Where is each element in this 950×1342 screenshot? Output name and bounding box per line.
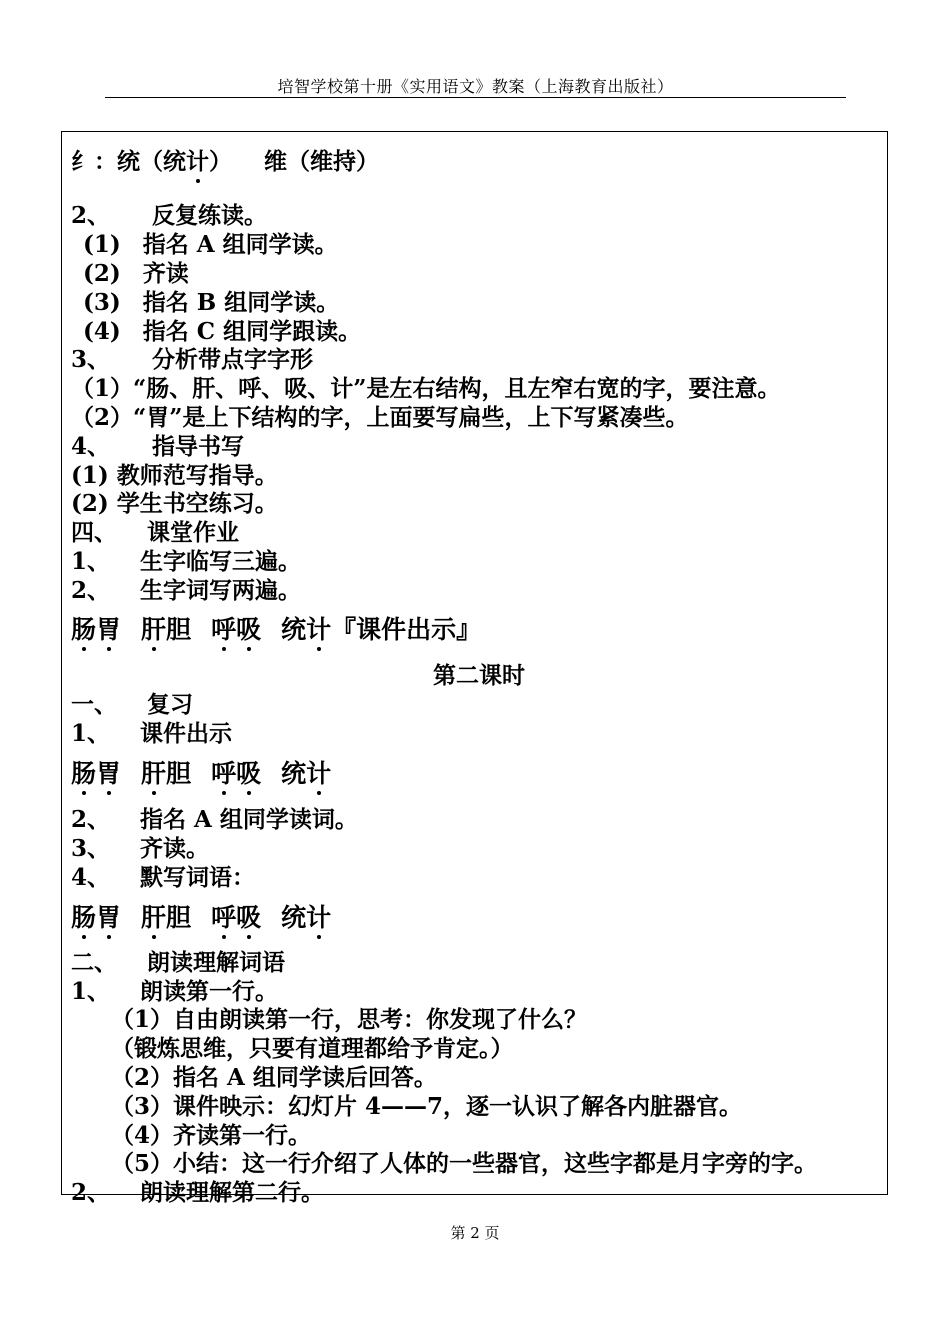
dotted-character: 胃 xyxy=(96,759,122,788)
review-2: 2、 指名 A 组同学读词。 xyxy=(71,806,358,833)
dotted-character: 肠 xyxy=(71,903,97,932)
character: 统 xyxy=(281,615,307,644)
lesson-plan-box xyxy=(61,131,888,1206)
vocab-word xyxy=(211,903,261,932)
dotted-character: 吸 xyxy=(236,615,262,644)
header-rule xyxy=(105,97,846,98)
dotted-character: 呼 xyxy=(211,759,237,788)
dotted-character: 肠 xyxy=(71,759,97,788)
substep: (3) 指名 B 组同学读。 xyxy=(83,289,340,316)
vocab-word xyxy=(141,903,191,932)
substep: （1）自由朗读第一行，思考：你发现了什么？ xyxy=(111,1006,588,1033)
dotted-character: 呼 xyxy=(211,615,237,644)
reading-2: 2、 朗读理解第二行。 xyxy=(71,1179,325,1206)
dotted-character: 吸 xyxy=(236,759,262,788)
dotted-character: 计 xyxy=(306,615,332,644)
note-structure-2: （2）“胃”是上下结构的字，上面要写扁些，上下写紧凑些。 xyxy=(71,404,689,431)
vocab-word xyxy=(71,903,121,932)
word-row xyxy=(71,904,331,932)
vocab-word xyxy=(141,615,191,644)
step-4: 4、 指导书写 xyxy=(71,433,245,460)
dotted-character: 肝 xyxy=(141,615,167,644)
substep: (1) 指名 A 组同学读。 xyxy=(83,231,338,258)
dotted-character: 呼 xyxy=(211,903,237,932)
review-4: 4、 默写词语： xyxy=(71,864,256,891)
substep: （3）课件映示：幻灯片 4——7，逐一认识了解各内脏器官。 xyxy=(111,1093,743,1120)
step-3: 3、 分析带点字字形 xyxy=(71,346,314,373)
section-4: 四、 课堂作业 xyxy=(71,519,239,546)
vocab-word xyxy=(141,759,191,788)
homework-1: 1、 生字临写三遍。 xyxy=(71,548,302,575)
substep: （2）指名 A 组同学读后回答。 xyxy=(111,1064,437,1091)
vocab-word xyxy=(211,759,261,788)
dotted-character: 肠 xyxy=(71,615,97,644)
character: 胆 xyxy=(166,615,192,644)
vocab-word xyxy=(281,903,331,932)
character: 胆 xyxy=(166,759,192,788)
dotted-character: 肝 xyxy=(141,903,167,932)
page-header: 培智学校第十册《实用语文》教案（上海教育出版社） xyxy=(277,77,674,96)
vocab-word xyxy=(211,615,261,644)
vocab-word xyxy=(281,615,331,644)
substep: (2) 齐读 xyxy=(83,260,189,287)
dotted-character: 胃 xyxy=(96,903,122,932)
reading-1: 1、 朗读第一行。 xyxy=(71,978,279,1005)
substep: （4）齐读第一行。 xyxy=(111,1122,312,1149)
vocab-word xyxy=(71,615,121,644)
word-row xyxy=(71,760,331,788)
homework-2: 2、 生字词写两遍。 xyxy=(71,577,302,604)
vocab-word xyxy=(281,759,331,788)
vocab-word xyxy=(71,759,121,788)
character: 统 xyxy=(281,903,307,932)
page-number: 第 2 页 xyxy=(450,1224,500,1242)
substep-note: （锻炼思维，只要有道理都给予肯定。） xyxy=(111,1035,514,1062)
dotted-character: 吸 xyxy=(236,903,262,932)
dotted-character: 胃 xyxy=(96,615,122,644)
step-2: 2、 反复练读。 xyxy=(71,202,268,229)
character: 胆 xyxy=(166,903,192,932)
substep: (1) 教师范写指导。 xyxy=(71,462,278,489)
substep-summary: （5）小结：这一行介绍了人体的一些器官，这些字都是月字旁的字。 xyxy=(111,1150,818,1177)
review-1: 1、 课件出示 xyxy=(71,720,233,747)
substep: (2) 学生书空练习。 xyxy=(71,490,278,517)
section-1: 一、 复习 xyxy=(71,691,193,718)
lesson-2-title: 第二课时 xyxy=(433,662,525,689)
dotted-character: 计 xyxy=(306,759,332,788)
character: 统 xyxy=(281,759,307,788)
courseware-tag: 『课件出示』 xyxy=(331,615,482,644)
word-row xyxy=(71,616,481,644)
substep: (4) 指名 C 组同学跟读。 xyxy=(83,318,362,345)
dotted-character: 肝 xyxy=(141,759,167,788)
section-2: 二、 朗读理解词语 xyxy=(71,949,285,976)
review-3: 3、 齐读。 xyxy=(71,835,210,862)
dotted-character: 计 xyxy=(306,903,332,932)
note-structure-1: （1）“肠、肝、呼、吸、计”是左右结构，且左窄右宽的字，要注意。 xyxy=(71,375,781,402)
line-radical: 纟：统（统计） 维（维持） xyxy=(71,148,380,175)
